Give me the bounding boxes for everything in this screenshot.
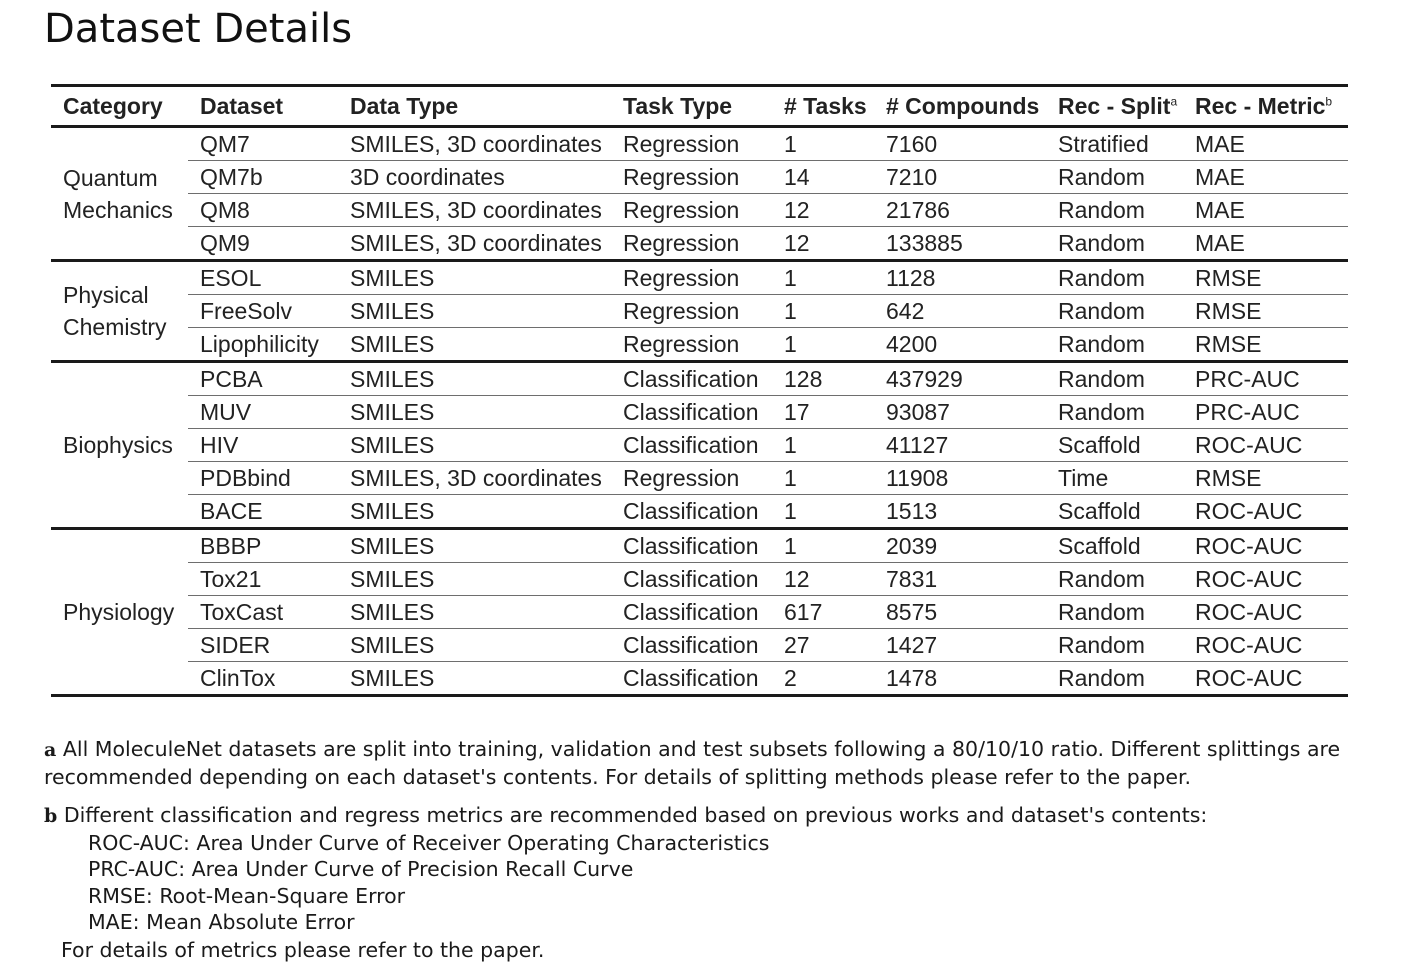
rec-split-cell: Random	[1046, 295, 1183, 328]
rec-metric-cell: ROC-AUC	[1183, 529, 1348, 563]
rec-metric-cell: MAE	[1183, 127, 1348, 161]
dataset-cell: PDBbind	[188, 462, 338, 495]
rec-split-cell: Random	[1046, 194, 1183, 227]
data-type-cell: SMILES	[338, 261, 611, 295]
rec-split-cell: Random	[1046, 227, 1183, 261]
footnote-b-text: Different classification and regress metrics are recommended based on previous works and dataset's contents:	[63, 803, 1208, 827]
tasks-cell: 617	[772, 596, 874, 629]
metric-term: RMSE	[88, 883, 146, 908]
data-type-cell: SMILES	[338, 295, 611, 328]
compounds-cell: 642	[874, 295, 1046, 328]
metric-desc: Root-Mean-Square Error	[159, 883, 406, 908]
tasks-cell: 14	[772, 161, 874, 194]
task-type-cell: Classification	[611, 362, 772, 396]
dataset-cell: ClinTox	[188, 662, 338, 696]
dataset-cell: BBBP	[188, 529, 338, 563]
metric-term: MAE	[88, 910, 133, 934]
task-type-cell: Regression	[611, 328, 772, 362]
task-type-cell: Regression	[611, 462, 772, 495]
data-type-cell: SMILES	[338, 362, 611, 396]
data-type-cell: SMILES	[338, 662, 611, 696]
tasks-cell: 1	[772, 529, 874, 563]
rec-metric-cell: ROC-AUC	[1183, 429, 1348, 462]
task-type-cell: Regression	[611, 261, 772, 295]
rec-metric-cell: MAE	[1183, 227, 1348, 261]
table-row	[51, 563, 1348, 596]
tasks-cell: 1	[772, 429, 874, 462]
metric-sep: :	[182, 830, 197, 855]
data-type-cell: 3D coordinates	[338, 161, 611, 194]
header-rec-split	[1046, 86, 1183, 127]
dataset-cell: SIDER	[188, 629, 338, 662]
compounds-cell: 7160	[874, 127, 1046, 161]
tasks-cell: 1	[772, 295, 874, 328]
tasks-cell: 12	[772, 563, 874, 596]
category-cell	[51, 529, 188, 696]
footnote-a-text: All MoleculeNet datasets are split into training, validation and test subsets following a 80/10/10 ratio. Different splittings are recommended depending on each dataset's contents. For details of splitting methods please refer to the paper.	[44, 737, 1341, 789]
rec-metric-cell: RMSE	[1183, 462, 1348, 495]
data-type-cell: SMILES	[338, 495, 611, 529]
task-type-cell: Classification	[611, 529, 772, 563]
task-type-cell: Regression	[611, 227, 772, 261]
header-category: Category	[51, 86, 188, 127]
dataset-cell: Tox21	[188, 563, 338, 596]
data-type-cell: SMILES	[338, 629, 611, 662]
compounds-cell: 7210	[874, 161, 1046, 194]
tasks-cell: 12	[772, 194, 874, 227]
header-rec-metric-label: Rec - Metric	[1195, 92, 1326, 119]
tasks-cell: 27	[772, 629, 874, 662]
tasks-cell: 2	[772, 662, 874, 696]
tasks-cell: 12	[772, 227, 874, 261]
task-type-cell: Classification	[611, 563, 772, 596]
table-body	[51, 127, 1348, 696]
compounds-cell: 1478	[874, 662, 1046, 696]
table-row	[51, 194, 1348, 227]
category-cell	[51, 362, 188, 529]
rec-metric-cell: ROC-AUC	[1183, 495, 1348, 529]
compounds-cell: 41127	[874, 429, 1046, 462]
tasks-cell: 1	[772, 328, 874, 362]
data-type-cell: SMILES	[338, 529, 611, 563]
footnote-ref-a: a	[1170, 93, 1178, 108]
metric-sep: :	[145, 883, 160, 908]
category-cell	[51, 261, 188, 362]
table-row	[51, 629, 1348, 662]
header-dataset: Dataset	[188, 86, 338, 127]
rec-metric-cell: ROC-AUC	[1183, 596, 1348, 629]
rec-metric-cell: RMSE	[1183, 261, 1348, 295]
category-label-line2: Mechanics	[63, 196, 173, 223]
tasks-cell: 128	[772, 362, 874, 396]
rec-split-cell: Random	[1046, 161, 1183, 194]
rec-split-cell: Scaffold	[1046, 495, 1183, 529]
rec-metric-cell: ROC-AUC	[1183, 629, 1348, 662]
data-type-cell: SMILES, 3D coordinates	[338, 127, 611, 161]
compounds-cell: 1128	[874, 261, 1046, 295]
footnotes	[44, 736, 1404, 976]
table-row	[51, 596, 1348, 629]
table-row	[51, 161, 1348, 194]
compounds-cell: 21786	[874, 194, 1046, 227]
tasks-cell: 1	[772, 462, 874, 495]
table-row	[51, 662, 1348, 696]
task-type-cell: Classification	[611, 429, 772, 462]
page-title: Dataset Details	[44, 6, 353, 52]
task-type-cell: Regression	[611, 161, 772, 194]
footnote-b	[44, 802, 1404, 964]
rec-metric-cell: RMSE	[1183, 295, 1348, 328]
rec-split-cell: Time	[1046, 462, 1183, 495]
category-label: Biophysics	[63, 432, 173, 458]
table-row	[51, 328, 1348, 362]
table-row	[51, 396, 1348, 429]
category-cell	[51, 127, 188, 261]
rec-metric-cell: PRC-AUC	[1183, 362, 1348, 396]
tasks-cell: 1	[772, 261, 874, 295]
table-row	[51, 495, 1348, 529]
compounds-cell: 133885	[874, 227, 1046, 261]
data-type-cell: SMILES	[338, 328, 611, 362]
task-type-cell: Classification	[611, 396, 772, 429]
dataset-cell: FreeSolv	[188, 295, 338, 328]
metric-definition	[88, 909, 1404, 936]
task-type-cell: Classification	[611, 662, 772, 696]
metric-definition	[88, 883, 1404, 910]
metric-desc: Area Under Curve of Precision Recall Curve	[191, 857, 634, 881]
tasks-cell: 1	[772, 127, 874, 161]
rec-split-cell: Random	[1046, 328, 1183, 362]
header-data-type: Data Type	[338, 86, 611, 127]
metric-desc: Mean Absolute Error	[146, 910, 355, 934]
metric-desc: Area Under Curve of Receiver Operating Characteristics	[196, 830, 770, 855]
rec-split-cell: Random	[1046, 396, 1183, 429]
rec-metric-cell: MAE	[1183, 161, 1348, 194]
compounds-cell: 7831	[874, 563, 1046, 596]
rec-metric-cell: ROC-AUC	[1183, 563, 1348, 596]
dataset-cell: QM8	[188, 194, 338, 227]
task-type-cell: Classification	[611, 629, 772, 662]
category-label: Physiology	[63, 599, 175, 625]
footnote-ref-b: b	[1325, 93, 1333, 108]
dataset-cell: PCBA	[188, 362, 338, 396]
metric-term: PRC-AUC	[88, 857, 179, 881]
metric-definition	[88, 830, 1404, 857]
header-compounds: # Compounds	[874, 86, 1046, 127]
table-row	[51, 462, 1348, 495]
tasks-cell: 1	[772, 495, 874, 529]
table-row	[51, 227, 1348, 261]
data-type-cell: SMILES	[338, 563, 611, 596]
data-type-cell: SMILES, 3D coordinates	[338, 194, 611, 227]
rec-split-cell: Random	[1046, 261, 1183, 295]
rec-metric-cell: RMSE	[1183, 328, 1348, 362]
compounds-cell: 1513	[874, 495, 1046, 529]
data-type-cell: SMILES, 3D coordinates	[338, 227, 611, 261]
rec-split-cell: Random	[1046, 362, 1183, 396]
dataset-cell: Lipophilicity	[188, 328, 338, 362]
tasks-cell: 17	[772, 396, 874, 429]
compounds-cell: 93087	[874, 396, 1046, 429]
dataset-cell: BACE	[188, 495, 338, 529]
rec-metric-cell: PRC-AUC	[1183, 396, 1348, 429]
footnote-a-mark: a	[44, 739, 57, 761]
dataset-cell: QM7	[188, 127, 338, 161]
rec-split-cell: Random	[1046, 662, 1183, 696]
compounds-cell: 1427	[874, 629, 1046, 662]
task-type-cell: Classification	[611, 495, 772, 529]
metric-definitions	[88, 830, 1404, 936]
header-task-type: Task Type	[611, 86, 772, 127]
footnote-b-trailer: For details of metrics please refer to the paper.	[61, 937, 545, 962]
rec-split-cell: Random	[1046, 596, 1183, 629]
data-type-cell: SMILES	[338, 396, 611, 429]
table-row	[51, 362, 1348, 396]
data-type-cell: SMILES, 3D coordinates	[338, 462, 611, 495]
task-type-cell: Regression	[611, 127, 772, 161]
table-row	[51, 429, 1348, 462]
rec-split-cell: Random	[1046, 629, 1183, 662]
dataset-cell: QM7b	[188, 161, 338, 194]
compounds-cell: 2039	[874, 529, 1046, 563]
rec-split-cell: Random	[1046, 563, 1183, 596]
category-label: Quantum	[63, 164, 158, 191]
compounds-cell: 8575	[874, 596, 1046, 629]
metric-definition	[88, 856, 1404, 883]
footnote-a	[44, 736, 1404, 790]
category-label: Physical	[63, 282, 149, 308]
dataset-cell: ESOL	[188, 261, 338, 295]
rec-metric-cell: MAE	[1183, 194, 1348, 227]
metric-sep: :	[132, 910, 147, 934]
compounds-cell: 11908	[874, 462, 1046, 495]
rec-split-cell: Stratified	[1046, 127, 1183, 161]
footnote-b-mark: b	[44, 805, 58, 827]
rec-split-cell: Scaffold	[1046, 429, 1183, 462]
rec-split-cell: Scaffold	[1046, 529, 1183, 563]
dataset-table	[51, 84, 1348, 697]
table-row	[51, 127, 1348, 161]
dataset-cell: QM9	[188, 227, 338, 261]
task-type-cell: Classification	[611, 596, 772, 629]
dataset-cell: MUV	[188, 396, 338, 429]
table-header-row	[51, 86, 1348, 127]
header-rec-metric	[1183, 86, 1348, 127]
task-type-cell: Regression	[611, 295, 772, 328]
compounds-cell: 437929	[874, 362, 1046, 396]
data-type-cell: SMILES	[338, 429, 611, 462]
table-row	[51, 529, 1348, 563]
dataset-cell: ToxCast	[188, 596, 338, 629]
rec-metric-cell: ROC-AUC	[1183, 662, 1348, 696]
header-tasks: # Tasks	[772, 86, 874, 127]
compounds-cell: 4200	[874, 328, 1046, 362]
metric-sep: :	[178, 857, 192, 881]
metric-term: ROC-AUC	[88, 830, 183, 855]
dataset-cell: HIV	[188, 429, 338, 462]
data-type-cell: SMILES	[338, 596, 611, 629]
table-row	[51, 261, 1348, 295]
task-type-cell: Regression	[611, 194, 772, 227]
header-rec-split-label: Rec - Split	[1058, 92, 1171, 119]
table-row	[51, 295, 1348, 328]
category-label-line2: Chemistry	[63, 314, 167, 340]
